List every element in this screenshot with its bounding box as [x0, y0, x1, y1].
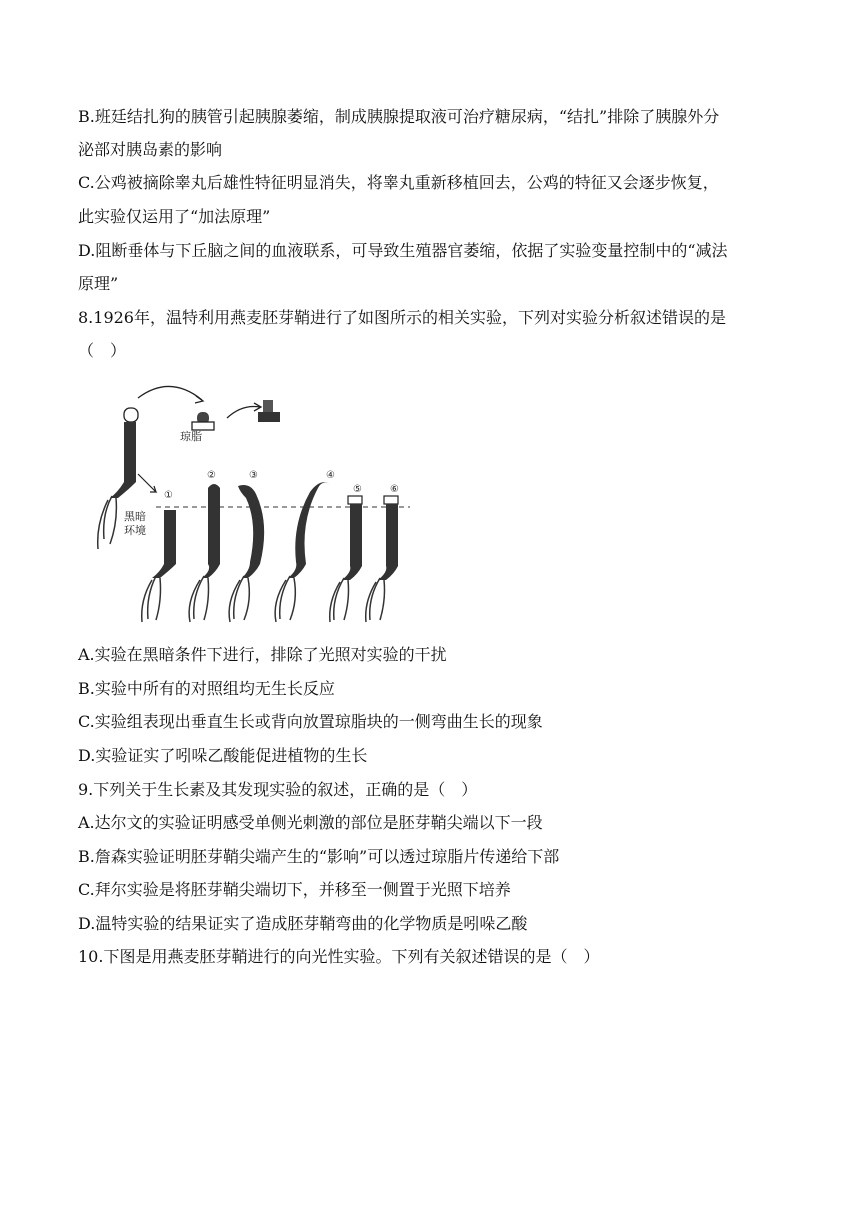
option-c-line-2: 此实验仅运用了“加法原理” — [78, 207, 271, 226]
coleoptile-3 — [229, 485, 264, 622]
number-6: ⑥ — [390, 484, 399, 495]
q8-option-d: D.实验证实了吲哚乙酸能促进植物的生长 — [78, 746, 368, 765]
q9-option-a: A.达尔文的实验证明感受单侧光刺激的部位是胚芽鞘尖端以下一段 — [78, 813, 543, 832]
agar-block-icon — [192, 422, 214, 430]
question-8-bracket: （ ） — [78, 341, 127, 360]
option-c-line-1: C.公鸡被摘除睾丸后雄性特征明显消失，将睾丸重新移植回去，公鸡的特征又会逐步恢复， — [78, 173, 719, 192]
number-4: ④ — [326, 470, 335, 481]
q9-option-b: B.詹森实验证明胚芽鞘尖端产生的“影响”可以透过琼脂片传递给下部 — [78, 847, 560, 866]
coleoptile-2 — [189, 484, 220, 622]
coleoptile-4 — [275, 482, 330, 622]
question-8-stem: 8.1926年，温特利用燕麦胚芽鞘进行了如图所示的相关实验，下列对实验分析叙述错误的是 — [78, 308, 726, 327]
question-9-stem: 9.下列关于生长素及其发现实验的叙述，正确的是（ ） — [78, 780, 478, 799]
cut-tip-icon — [124, 408, 138, 422]
dark-label-2: 环境 — [124, 524, 146, 537]
q8-option-c: C.实验组表现出垂直生长或背向放置琼脂块的一侧弯曲生长的现象 — [78, 712, 543, 731]
dark-label-1: 黑暗 — [124, 510, 146, 523]
q8-option-a: A.实验在黑暗条件下进行，排除了光照对实验的干扰 — [78, 645, 447, 664]
question-10-stem: 10.下图是用燕麦胚芽鞘进行的向光性实验。下列有关叙述错误的是（ ） — [78, 947, 600, 966]
option-d-line-2: 原理” — [78, 274, 119, 293]
q9-option-c: C.拜尔实验是将胚芽鞘尖端切下，并移至一侧置于光照下培养 — [78, 880, 511, 899]
treated-agar-block-icon — [258, 412, 280, 422]
went-experiment-figure — [80, 374, 420, 624]
option-b-line-2: 泌部对胰岛素的影响 — [78, 140, 223, 159]
number-1: ① — [164, 490, 173, 501]
coleoptile-1 — [142, 510, 176, 622]
number-3: ③ — [249, 470, 258, 481]
number-5: ⑤ — [353, 484, 362, 495]
option-d-line-1: D.阻断垂体与下丘脑之间的血液联系，可导致生殖器官萎缩，依据了实验变量控制中的“减法 — [78, 241, 728, 260]
coleoptile-5 — [330, 496, 362, 622]
agar-label: 琼脂 — [180, 430, 202, 443]
q9-option-d: D.温特实验的结果证实了造成胚芽鞘弯曲的化学物质是吲哚乙酸 — [78, 914, 528, 933]
coleoptile-6 — [366, 496, 398, 622]
option-b-line-1: B.班廷结扎狗的胰管引起胰腺萎缩，制成胰腺提取液可治疗糖尿病，“结扎”排除了胰腺外分 — [78, 107, 720, 126]
q8-option-b: B.实验中所有的对照组均无生长反应 — [78, 679, 335, 698]
number-2: ② — [207, 470, 216, 481]
